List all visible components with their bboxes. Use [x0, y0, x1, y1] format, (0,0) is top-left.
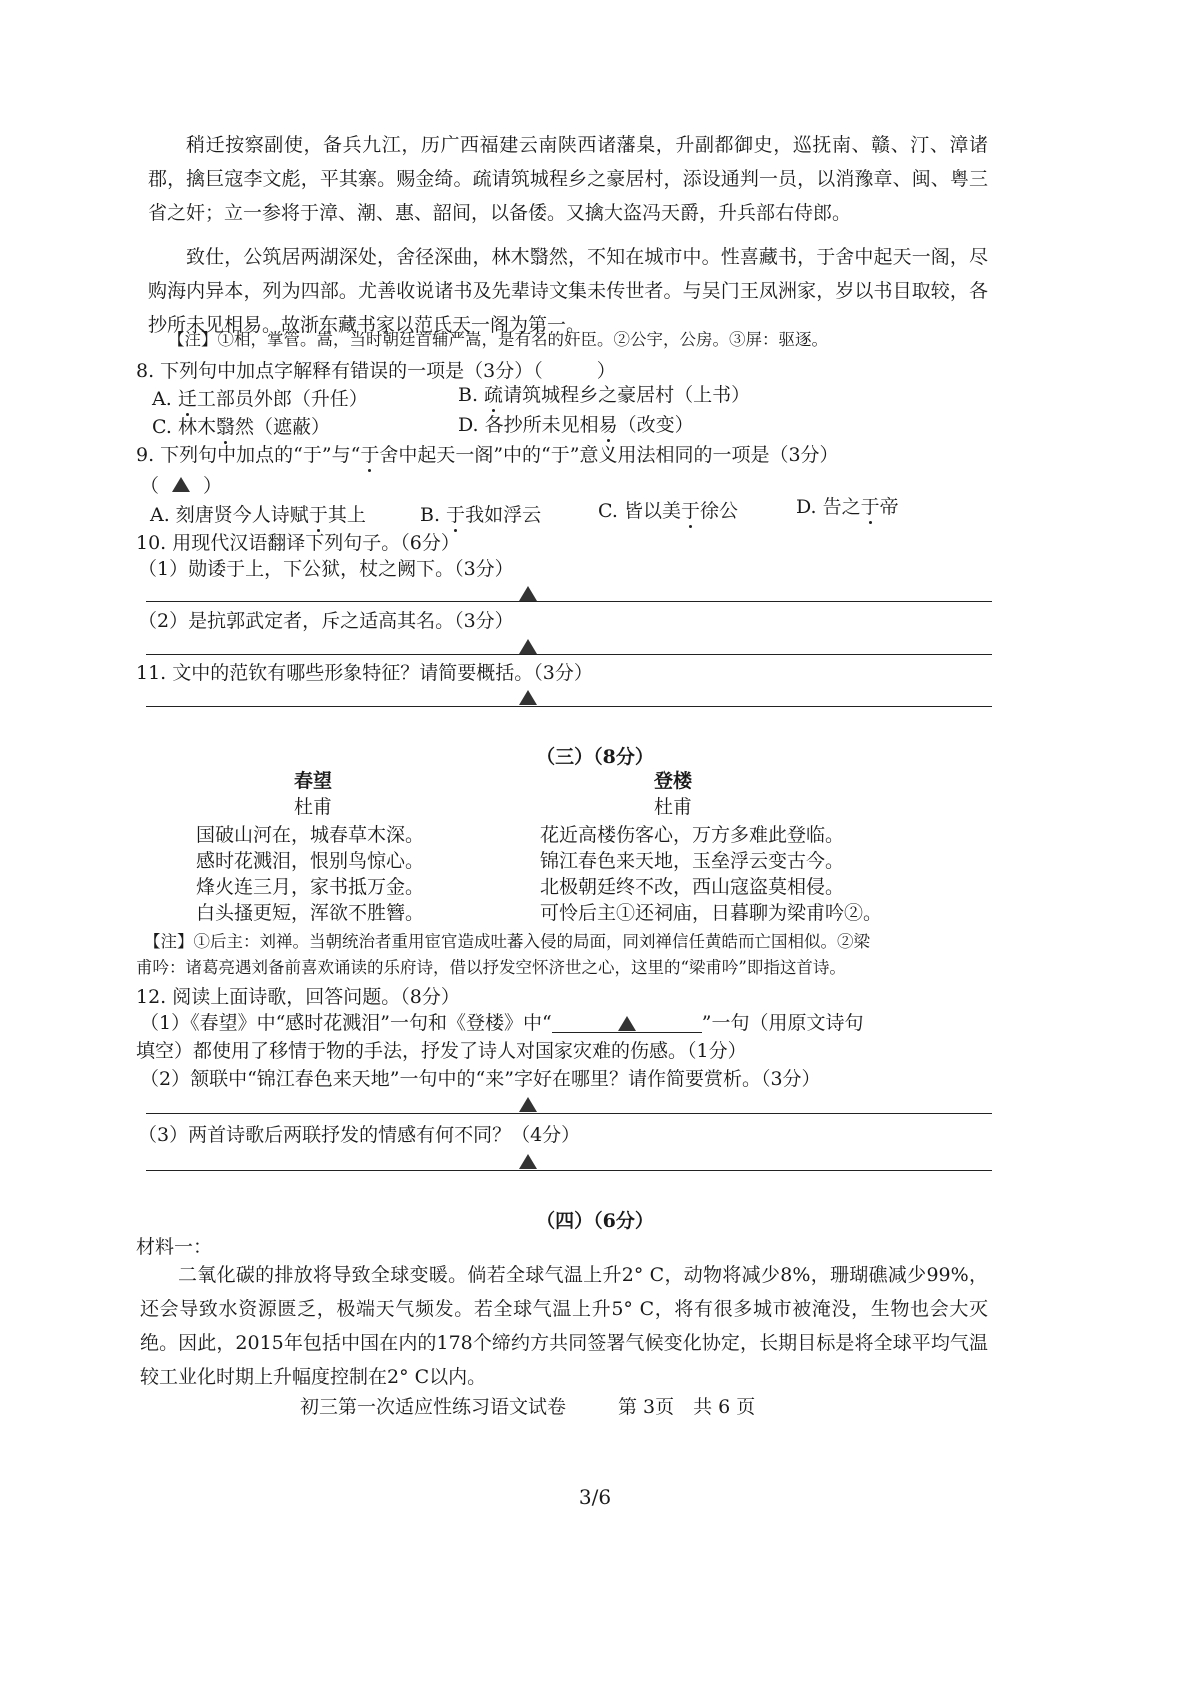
q8-option-a	[152, 390, 368, 409]
poem-2-author: 杜甫	[654, 796, 693, 818]
q8-option-b	[458, 386, 750, 405]
answer-marker-icon	[519, 1154, 537, 1169]
q8-option-c	[152, 418, 330, 437]
answer-space	[159, 476, 203, 492]
poem-2-title: 登楼	[654, 770, 693, 792]
poem-2-line: 北极朝廷终不改，西山寇盗莫相侵。	[540, 876, 845, 898]
option-prefix: C. 皆以美	[598, 500, 681, 522]
section-3-heading: （三）（8分）	[536, 746, 654, 768]
q12-sub-1-text: （1）《春望》中“感时花溅泪”一句和《登楼》中“	[140, 1012, 552, 1034]
answer-marker-icon	[519, 639, 537, 654]
poem-2-line: 锦江春色来天地，玉垒浮云变古今。	[540, 850, 845, 872]
dotted-char: 于	[446, 504, 466, 526]
option-prefix: D. 各抄所未见相	[458, 414, 599, 436]
answer-line	[146, 1170, 992, 1171]
page-counter: 3/6	[578, 1485, 612, 1509]
footer-exam-title: 初三第一次适应性练习语文试卷	[300, 1396, 567, 1418]
dotted-char: 于	[860, 496, 880, 518]
passage-paragraph-1: 稍迁按察副使，备兵九江，历广西福建云南陕西诸藩臬，升副都御史，巡抚南、赣、汀、漳诸郡，擒巨寇李文彪，平其寨。赐金绮。疏请筑城程乡之豪居村，添设通判一员，以消豫章、闽、粤三省之奸；立一参将于漳、潮、惠、韶间，以备倭。又擒大盗冯天爵，升兵部右侍郎。	[148, 134, 988, 224]
answer-marker-icon	[519, 586, 537, 601]
q12-sub-1-text: ”一句（用原文诗句	[701, 1012, 864, 1034]
poem-note-line-2: 甫吟：诸葛亮遇刘备前喜欢诵读的乐府诗，借以抒发空怀济世之心，这里的“梁甫吟”即指这首诗。	[136, 958, 846, 977]
answer-line	[146, 601, 992, 602]
q9-stem-part: 9. 下列句中加点的“于”与“	[136, 444, 361, 466]
q9-stem	[136, 446, 839, 465]
dotted-char: 翳	[215, 416, 235, 438]
q9-stem-part: 舍中起天一阁”中的“于”意义用法相同的一项是（3分）	[379, 444, 839, 466]
dotted-char: 疏	[484, 384, 504, 406]
option-text: 然（遮蔽）	[234, 416, 330, 438]
answer-marker-icon	[618, 1016, 636, 1031]
q9-option-b	[420, 506, 541, 525]
option-prefix: A.	[152, 388, 178, 410]
q12-sub-3: （3）两首诗歌后两联抒发的情感有何不同？（4分）	[138, 1124, 581, 1146]
poem-1-line: 烽火连三月，家书抵万金。	[196, 876, 425, 898]
answer-marker-icon	[519, 1097, 537, 1112]
option-prefix: D. 告之	[796, 496, 861, 518]
answer-line	[146, 1113, 992, 1114]
poem-note-line-1: 【注】①后主：刘禅。当朝统治者重用宦官造成吐蕃入侵的局面，同刘禅信任黄皓而亡国相似。②梁	[144, 932, 870, 951]
footer-page-info: 第 3页 共 6 页	[618, 1396, 756, 1418]
poem-2-line: 可怜后主①还祠庙，日暮聊为梁甫吟②。	[540, 902, 883, 924]
q9-answer-paren	[140, 476, 222, 496]
option-text: 徐公	[699, 500, 738, 522]
option-text: 工部员外郎（升任）	[196, 388, 368, 410]
option-text: 请筑城程乡之豪居村（上书）	[503, 384, 751, 406]
dotted-char: 于	[360, 444, 380, 466]
answer-line	[146, 706, 992, 707]
option-text: 其上	[327, 504, 366, 526]
option-prefix: C. 林木	[152, 416, 216, 438]
q12-stem: 12. 阅读上面诗歌，回答问题。（8分）	[136, 986, 460, 1008]
option-text: 我如浮云	[465, 504, 542, 526]
paren-open: （	[140, 475, 160, 497]
section-4-heading: （四）（6分）	[536, 1210, 654, 1232]
poem-1-author: 杜甫	[294, 796, 333, 818]
q8-option-d	[458, 416, 694, 435]
option-prefix: A. 刻唐贤今人诗赋	[150, 504, 309, 526]
poem-1-line: 国破山河在，城春草木深。	[196, 824, 425, 846]
q8-close: ）	[596, 360, 616, 382]
q8-stem	[136, 362, 616, 381]
q10-sentence-1: （1）勋诿于上，下公狱，杖之阙下。（3分）	[138, 558, 514, 580]
option-prefix: B.	[420, 504, 447, 526]
q11-stem: 11. 文中的范钦有哪些形象特征？请简要概括。（3分）	[136, 662, 593, 684]
passage-paragraph-2: 致仕，公筑居两湖深处，舍径深曲，林木翳然，不知在城市中。性喜藏书，于舍中起天一阁，尽购海内异本，列为四部。尤善收说诸书及先辈诗文集未传世者。与吴门王凤洲家，岁以书目取较，各抄所未见相易。故浙东藏书家以范氏天一阁为第一。	[148, 246, 988, 336]
poem-1-line: 白头搔更短，浑欲不胜簪。	[196, 902, 425, 924]
answer-marker-icon	[172, 477, 190, 492]
fill-blank	[552, 1014, 702, 1033]
q9-option-c	[598, 502, 738, 521]
q9-option-a	[150, 506, 366, 525]
dotted-char: 于	[680, 500, 700, 522]
q12-sub-2: （2）颔联中“锦江春色来天地”一句中的“来”字好在哪里？请作简要赏析。（3分）	[140, 1068, 821, 1090]
material-paragraph: 二氧化碳的排放将导致全球变暖。倘若全球气温上升2° C，动物将减少8%，珊瑚礁减少99%，还会导致水资源匮乏，极端天气频发。若全球气温上升5° C，将有很多城市被淹没，生物也会大灭绝。因此，2015年包括中国在内的178个缔约方共同签署气候变化协定，长期目标是将全球平均气温较工业化时期上升幅度控制在2° C以内。	[140, 1264, 988, 1388]
dotted-char: 于	[308, 504, 328, 526]
dotted-char: 易	[598, 414, 618, 436]
q12-sub-1-cont: 填空）都使用了移情于物的手法，抒发了诗人对国家灾难的伤感。（1分）	[136, 1040, 747, 1062]
q10-stem: 10. 用现代汉语翻译下列句子。（6分）	[136, 532, 460, 554]
option-text: 帝	[879, 496, 899, 518]
poem-1-line: 感时花溅泪，恨别鸟惊心。	[196, 850, 425, 872]
answer-line	[146, 654, 992, 655]
option-prefix: B.	[458, 384, 485, 406]
poem-2-line: 花近高楼伤客心，万方多难此登临。	[540, 824, 845, 846]
dotted-char: 迁	[177, 388, 197, 410]
poem-1-title: 春望	[294, 770, 333, 792]
q8-stem-text: 8. 下列句中加点字解释有错误的一项是（3分）（	[136, 360, 543, 382]
answer-marker-icon	[519, 690, 537, 705]
passage-note: 【注】①相，掌管。嵩，当时朝廷首辅严嵩，是有名的奸臣。②公宇，公房。③屏：驱逐。	[168, 330, 828, 349]
q9-option-d	[796, 498, 899, 517]
q12-sub-1	[140, 1014, 863, 1033]
q10-sentence-2: （2）是抗郭武定者，斥之适高其名。（3分）	[138, 610, 514, 632]
option-text: （改变）	[617, 414, 694, 436]
material-label: 材料一：	[136, 1236, 213, 1258]
paren-close: ）	[203, 475, 223, 497]
